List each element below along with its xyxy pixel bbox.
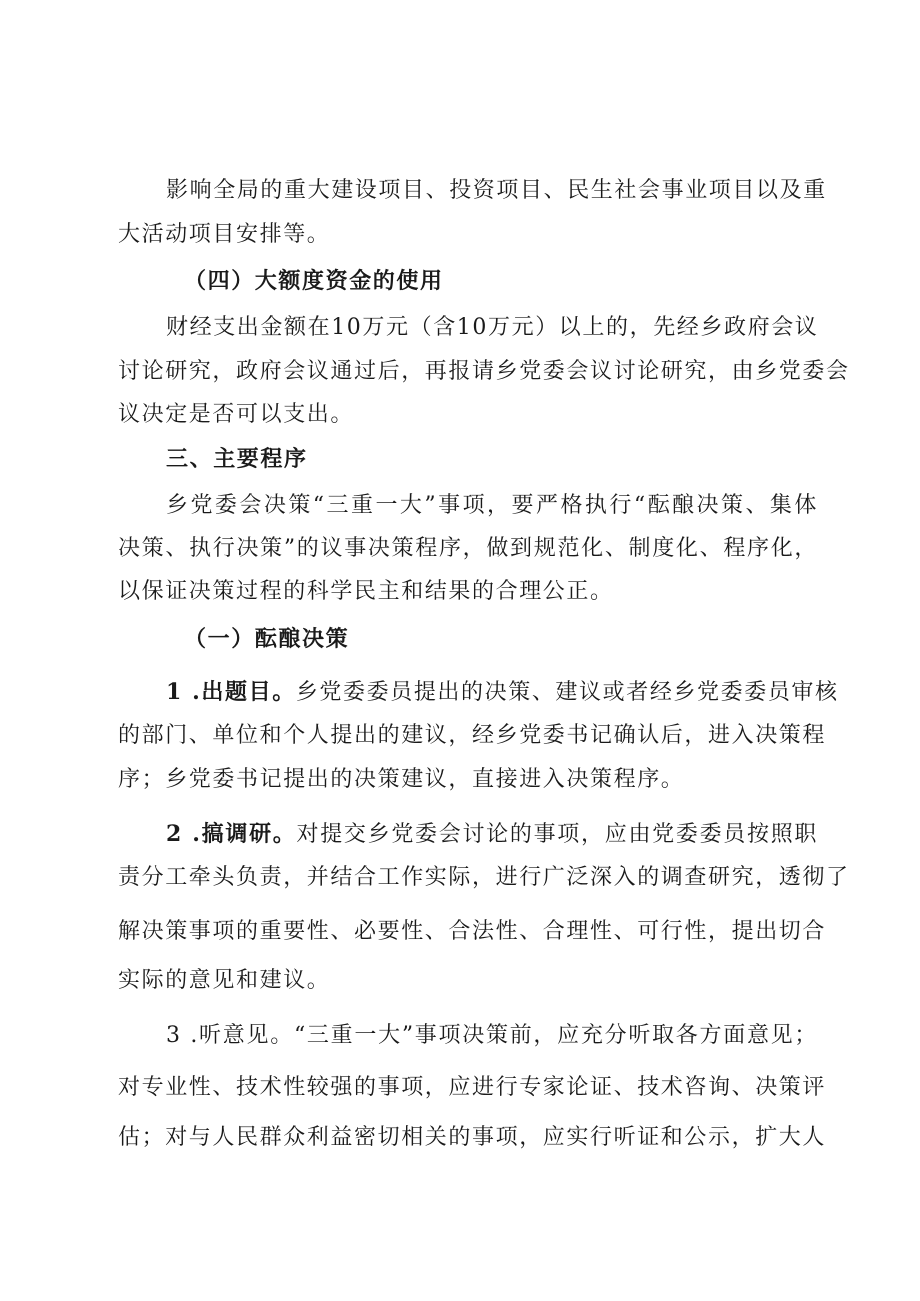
- item-text: 对提交乡党委会讨论的事项，应由党委委员按照职: [296, 822, 819, 847]
- section-heading: 三、主要程序: [166, 446, 308, 472]
- paragraph-line: 乡党委会决策“三重一大”事项，要严格执行“酝酿决策、集体: [166, 493, 818, 518]
- item-label: 3 .听意见。: [166, 1023, 294, 1048]
- section-heading: （一）酝酿决策: [184, 626, 350, 652]
- paragraph-line: 序；乡党委书记提出的决策建议，直接进入决策程序。: [118, 767, 685, 792]
- paragraph-line: 的部门、单位和个人提出的建议，经乡党委书记确认后，进入决策程: [118, 723, 827, 748]
- section-heading: （四）大额度资金的使用: [184, 268, 444, 294]
- paragraph-line: 解决策事项的重要性、必要性、合法性、合理性、可行性，提出切合: [118, 919, 827, 944]
- paragraph-line: [166, 677, 839, 708]
- paragraph-line: 大活动项目安排等。: [118, 222, 331, 247]
- item-label: 2 .搞调研。: [166, 821, 297, 847]
- paragraph-line: [166, 819, 818, 850]
- item-label: 1 .出题目。: [166, 679, 296, 705]
- paragraph-line: 以保证决策过程的科学民主和结果的合理公正。: [118, 579, 614, 604]
- paragraph-line: 实际的意见和建议。: [118, 968, 331, 993]
- paragraph-line: [166, 1021, 818, 1051]
- paragraph-line: 估；对与人民群众利益密切相关的事项，应实行听证和公示，扩大人: [118, 1125, 827, 1150]
- item-text: 乡党委委员提出的决策、建议或者经乡党委委员审核: [295, 680, 839, 705]
- paragraph-line: 讨论研究，政府会议通过后，再报请乡党委会议讨论研究，由乡党委会: [118, 359, 850, 384]
- item-text: “三重一大”事项决策前，应充分听取各方面意见；: [293, 1023, 818, 1048]
- paragraph-line: 责分工牵头负责，并结合工作实际，进行广泛深入的调查研究，透彻了: [118, 865, 850, 890]
- paragraph-line: 财经支出金额在10万元（含10万元）以上的，先经乡政府会议: [166, 315, 819, 340]
- paragraph-line: 对专业性、技术性较强的事项，应进行专家论证、技术咨询、决策评: [118, 1075, 827, 1100]
- paragraph-line: 议决定是否可以支出。: [118, 402, 355, 427]
- paragraph-line: 影响全局的重大建设项目、投资项目、民生社会事业项目以及重: [166, 178, 827, 203]
- paragraph-line: 决策、执行决策”的议事决策程序，做到规范化、制度化、程序化，: [118, 536, 818, 561]
